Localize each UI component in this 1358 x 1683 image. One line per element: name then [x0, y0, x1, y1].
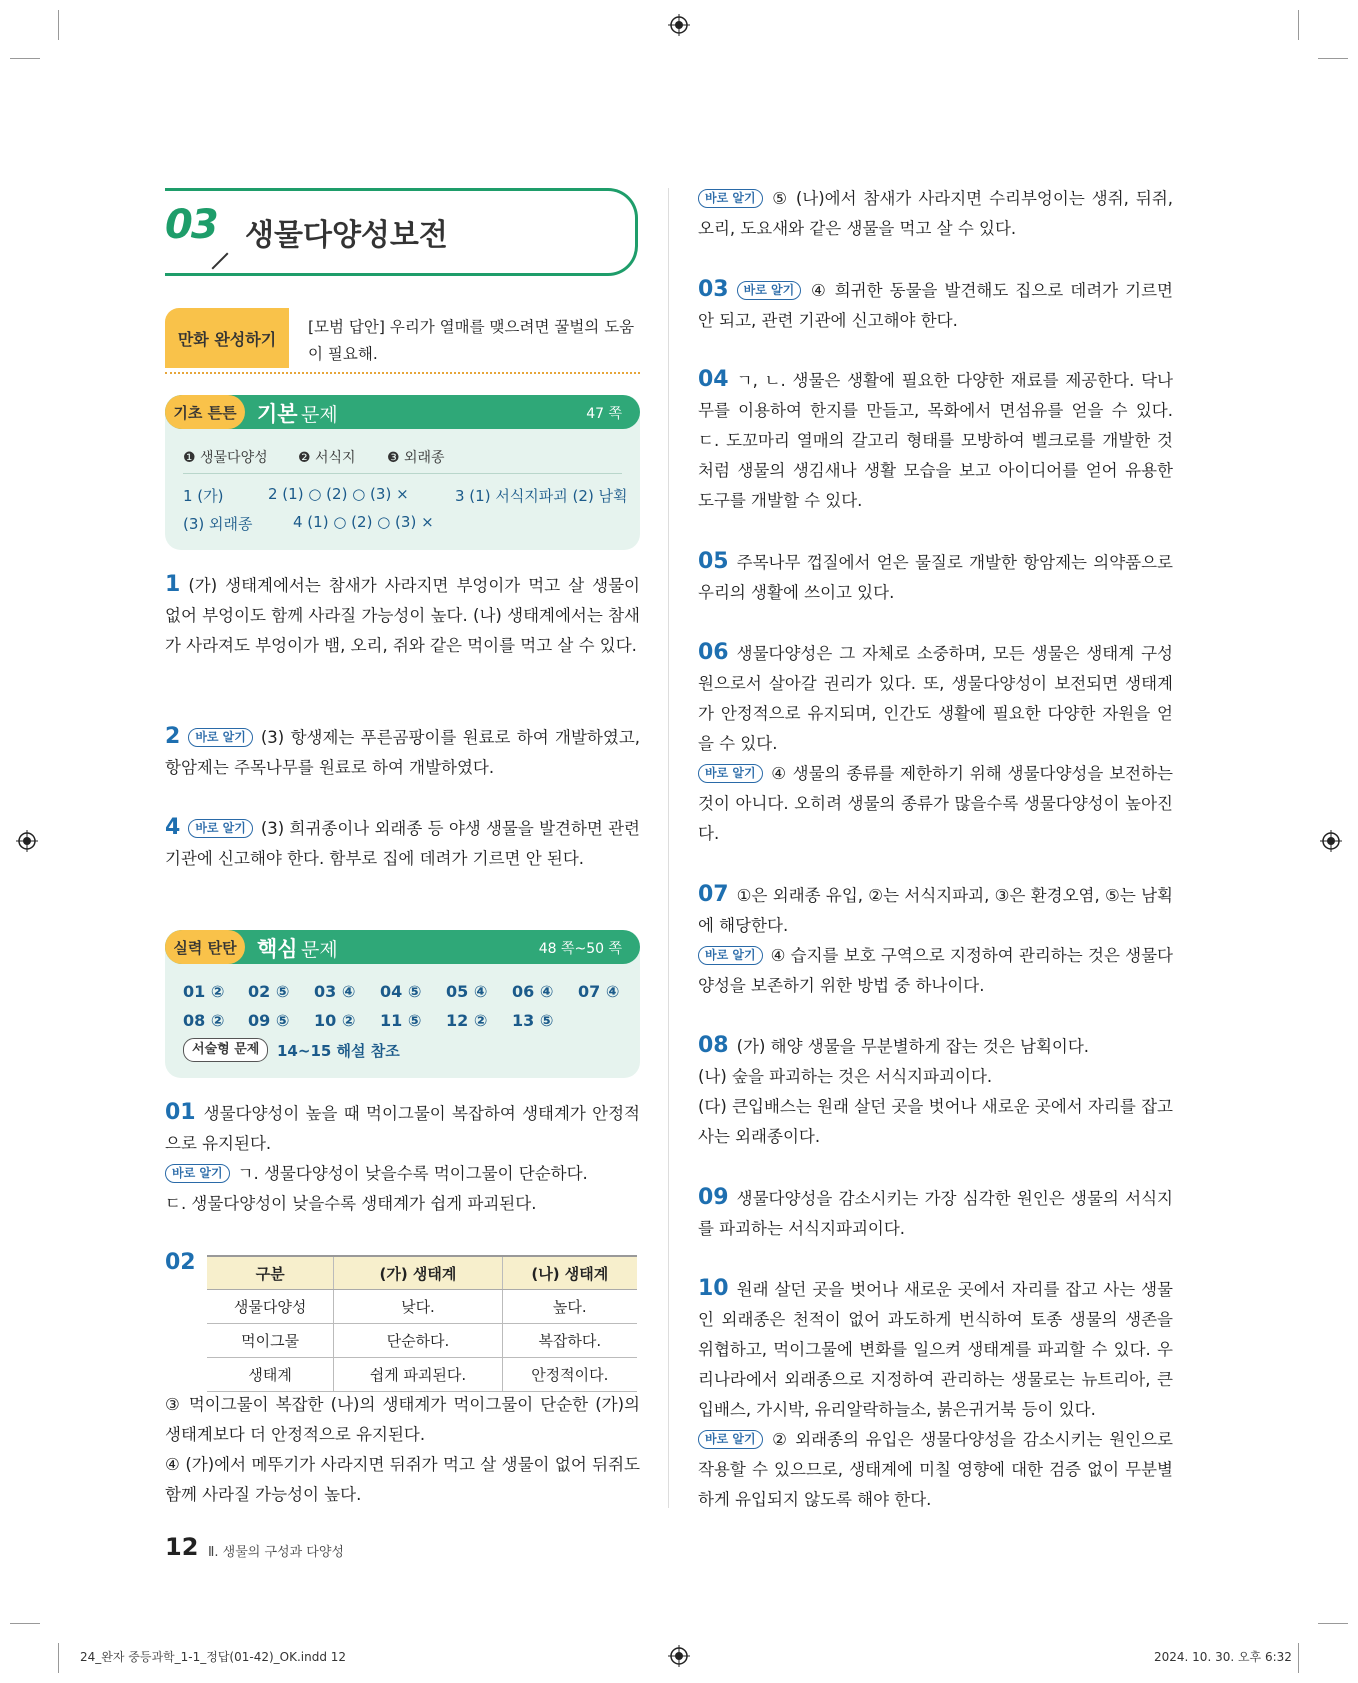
table-cell: 낮다. [334, 1290, 502, 1324]
answer: 1 (가) [183, 487, 224, 505]
explanation-text: (다) 큰입배스는 원래 살던 곳을 벗어나 새로운 곳에서 자리를 잡고 사는 외래종이다. [698, 1097, 1173, 1146]
essay-tag: 서술형 문제 [183, 1038, 268, 1062]
explanation-09 [698, 1183, 1173, 1244]
answer: 2 (1) ○ (2) ○ (3) × [268, 485, 409, 503]
crop-mark [1318, 1623, 1348, 1624]
question-number: 09 [698, 1185, 729, 1210]
explanation-right-0 [698, 184, 1173, 244]
answer: 10 ② [314, 1011, 356, 1030]
registration-mark-icon [668, 1645, 690, 1667]
table-cell: 생물다양성 [207, 1290, 334, 1324]
explanation-text: 생물다양성은 그 자체로 소중하며, 모든 생물은 생태계 구성원으로서 살아갈 권리가 있다. 또, 생물다양성이 보전되면 생태계가 안정적으로 유지되며, 인간도 생활에 필요한 다양한 자원을 얻을 수 있다. [698, 644, 1173, 753]
crop-mark [58, 1643, 59, 1673]
manhwa-tag: 만화 완성하기 [165, 308, 289, 368]
registration-mark-icon [1320, 830, 1342, 852]
answer: 04 ⑤ [380, 982, 422, 1001]
correction-text: ㄷ. 생물다양성이 낮을수록 생태계가 쉽게 파괴된다. [165, 1194, 537, 1213]
basic-pill: 기초 튼튼 [165, 395, 245, 429]
question-number: 2 [165, 724, 181, 749]
table-cell: 안정적이다. [502, 1358, 637, 1392]
explanation-06 [698, 638, 1173, 849]
table-cell: 복잡하다. [502, 1324, 637, 1358]
explanation-text: 생물다양성을 감소시키는 가장 심각한 원인은 생물의 서식지를 파괴하는 서식지파괴이다. [698, 1189, 1173, 1238]
core-small: 문제 [301, 939, 338, 961]
correction-badge: 바로 알기 [698, 189, 763, 208]
explanation-08 [698, 1031, 1173, 1152]
question-number: 01 [165, 1100, 196, 1125]
manhwa-text: [모범 답안] 우리가 열매를 맺으려면 꿀벌의 도움이 필요해. [308, 318, 635, 363]
explanation-text: 주목나무 껍질에서 얻은 물질로 개발한 항암제는 의약품으로 우리의 생활에 쓰이고 있다. [698, 553, 1173, 602]
print-date: 2024. 10. 30. 오후 6:32 [1154, 1650, 1292, 1664]
answer: 01 ② [183, 982, 225, 1001]
explanation-text: 생물다양성이 높을 때 먹이그물이 복잡하여 생태계가 안정적으로 유지된다. [165, 1104, 640, 1153]
question-number: 04 [698, 367, 729, 392]
table-cell: 먹이그물 [207, 1324, 334, 1358]
correction-text: ㄱ. 생물다양성이 낮을수록 먹이그물이 단순하다. [237, 1164, 588, 1183]
explanation-03 [698, 275, 1173, 336]
core-problems-box [165, 930, 640, 1078]
answer: 06 ④ [512, 982, 554, 1001]
question-number: 02 [165, 1250, 196, 1275]
correction-text: ④ 생물의 종류를 제한하기 위해 생물다양성을 보전하는 것이 아니다. 오히려 생물의 종류가 많을수록 생물다양성이 높아진다. [698, 764, 1173, 843]
correction-text: ② 외래종의 유입은 생물다양성을 감소시키는 원인으로 작용할 수 있으므로, 생태계에 미칠 영향에 대한 검증 없이 무분별하게 유입되지 않도록 해야 한다. [698, 1430, 1173, 1509]
answer: 4 (1) ○ (2) ○ (3) × [293, 513, 434, 531]
table-row [207, 1358, 637, 1392]
explanation-text: (가) 생태계에서는 참새가 사라지면 부엉이가 먹고 살 생물이 없어 부엉이도 함께 사라질 가능성이 높다. (나) 생태계에서는 참새가 사라져도 부엉이가 뱀, 오리, 쥐와 같은 먹이를 먹고 살 수 있다. [165, 576, 640, 655]
keyword: ❶ 생물다양성 [183, 450, 268, 466]
explanation-4 [165, 813, 640, 874]
table-cell: 단순하다. [334, 1324, 502, 1358]
registration-mark-icon [668, 14, 690, 36]
basic-big: 기본 [257, 402, 298, 426]
explanation-10 [698, 1274, 1173, 1515]
table-header: 구분 [207, 1256, 334, 1290]
chapter-number: 03 [165, 202, 217, 248]
answer: 09 ⑤ [248, 1011, 290, 1030]
answer: 05 ④ [446, 982, 488, 1001]
explanation-07 [698, 880, 1173, 1001]
correction-badge: 바로 알기 [698, 946, 763, 965]
explanation-01 [165, 1098, 640, 1219]
answer: (3) 외래종 [183, 515, 253, 533]
question-number: 03 [698, 277, 729, 302]
note-text: ④ (가)에서 메뚜기가 사라지면 뒤쥐가 먹고 살 생물이 없어 뒤쥐도 함께 사라질 가능성이 높다. [165, 1455, 640, 1504]
question-number: 06 [698, 640, 729, 665]
question-number: 08 [698, 1033, 729, 1058]
explanation-05 [698, 547, 1173, 608]
explanation-02-notes [165, 1390, 640, 1510]
chapter-title: 생물다양성보전 [245, 218, 448, 253]
table-row [207, 1324, 637, 1358]
table-cell: 생태계 [207, 1358, 334, 1392]
correction-text: ④ 습지를 보호 구역으로 지정하여 관리하는 것은 생물다양성을 보존하기 위한 방법 중 하나이다. [698, 946, 1173, 995]
table-cell: 높다. [502, 1290, 637, 1324]
explanation-text: ㄱ, ㄴ. 생물은 생활에 필요한 다양한 재료를 제공한다. 닥나무를 이용하여 한지를 만들고, 목화에서 면섬유를 얻을 수 있다. ㄷ. 도꼬마리 열매의 갈고리 형태를 모방하여 벨크로를 개발한 것처럼 생물의 생김새나 생활 모습을 보고 아이디어를 얻어 유용한 도구를 개발할 수 있다. [698, 371, 1173, 510]
explanation-text: 원래 살던 곳을 벗어나 새로운 곳에서 자리를 잡고 사는 생물인 외래종은 천적이 없어 과도하게 번식하여 토종 생물의 생존을 위협하고, 먹이그물에 변화를 일으켜 생태계를 파괴할 수 있다. 우리나라에서 외래종으로 지정하여 관리하는 생물로는 뉴트리아, 큰입배스, 가시박, 유리알락하늘소, 붉은귀거북 등이 있다. [698, 1280, 1173, 1419]
table-cell: 쉽게 파괴된다. [334, 1358, 502, 1392]
answer: 11 ⑤ [380, 1011, 422, 1030]
core-page: 48 쪽~50 쪽 [538, 941, 622, 957]
question-number: 10 [698, 1276, 729, 1301]
correction-badge: 바로 알기 [737, 281, 802, 300]
crop-mark [1298, 1643, 1299, 1673]
explanation-04 [698, 365, 1173, 516]
answer: 3 (1) 서식지파괴 (2) 남획 [455, 487, 628, 505]
core-big: 핵심 [257, 937, 298, 961]
crop-mark [1298, 10, 1299, 40]
divider [183, 473, 622, 474]
correction-badge: 바로 알기 [698, 764, 763, 783]
correction-badge: 바로 알기 [188, 728, 253, 747]
table-row [207, 1290, 637, 1324]
question-number-02 [165, 1250, 204, 1275]
crop-mark [58, 10, 59, 40]
explanation-text: (가) 해양 생물을 무분별하게 잡는 것은 남획이다. [736, 1037, 1090, 1056]
note-text: ③ 먹이그물이 복잡한 (나)의 생태계가 먹이그물이 단순한 (가)의 생태계보다 더 안정적으로 유지된다. [165, 1395, 640, 1444]
core-pill: 실력 탄탄 [165, 930, 245, 964]
answer: 12 ② [446, 1011, 488, 1030]
correction-badge: 바로 알기 [698, 1430, 763, 1449]
table-header: (나) 생태계 [502, 1256, 637, 1290]
basic-small: 문제 [301, 404, 338, 426]
question-number: 07 [698, 882, 729, 907]
question-number: 4 [165, 815, 181, 840]
crop-mark [10, 58, 40, 59]
chapter-header [165, 188, 637, 272]
explanation-1 [165, 570, 640, 661]
file-info: 24_완자 중등과학_1-1_정답(01-42)_OK.indd 12 [80, 1650, 347, 1664]
table-header: (가) 생태계 [334, 1256, 502, 1290]
page-number: 12 [165, 1533, 199, 1561]
table-header-row [207, 1256, 637, 1290]
answer: 02 ⑤ [248, 982, 290, 1001]
basic-page: 47 쪽 [586, 406, 622, 422]
answer: 13 ⑤ [512, 1011, 554, 1030]
question-number: 1 [165, 572, 181, 597]
explanation-text: (3) 항생제는 푸른곰팡이를 원료로 하여 개발하였고, 항암제는 주목나무를 원료로 하여 개발하였다. [165, 728, 640, 777]
manhwa-section [165, 306, 640, 374]
explanation-text: ①은 외래종 유입, ②는 서식지파괴, ③은 환경오염, ⑤는 남획에 해당한다. [698, 886, 1173, 935]
comparison-table [207, 1255, 637, 1392]
explanation-text: ⑤ (나)에서 참새가 사라지면 수리부엉이는 생쥐, 뒤쥐, 오리, 도요새와 같은 생물을 먹고 살 수 있다. [698, 189, 1173, 238]
explanation-text: ④ 희귀한 동물을 발견해도 집으로 데려가 기르면 안 되고, 관련 기관에 신고해야 한다. [698, 281, 1173, 330]
question-number: 05 [698, 549, 729, 574]
page-section-title: Ⅱ. 생물의 구성과 다양성 [208, 1545, 344, 1560]
explanation-text: (3) 희귀종이나 외래종 등 야생 생물을 발견하면 관련 기관에 신고해야 한다. 함부로 집에 데려가 기르면 안 된다. [165, 819, 640, 868]
explanation-2 [165, 722, 640, 783]
answer: 07 ④ [578, 982, 620, 1001]
basic-problems-box [165, 395, 640, 550]
basic-header [165, 395, 640, 429]
answer: 08 ② [183, 1011, 225, 1030]
correction-badge: 바로 알기 [165, 1164, 230, 1183]
keyword: ❷ 서식지 [298, 450, 356, 466]
explanation-text: (나) 숲을 파괴하는 것은 서식지파괴이다. [698, 1067, 993, 1086]
keyword: ❸ 외래종 [387, 450, 445, 466]
crop-mark [10, 1623, 40, 1624]
core-header [165, 930, 640, 964]
registration-mark-icon [16, 830, 38, 852]
column-divider [668, 188, 669, 1508]
answer: 03 ④ [314, 982, 356, 1001]
correction-badge: 바로 알기 [188, 819, 253, 838]
crop-mark [1318, 58, 1348, 59]
essay-text: 14~15 해설 참조 [277, 1042, 400, 1060]
